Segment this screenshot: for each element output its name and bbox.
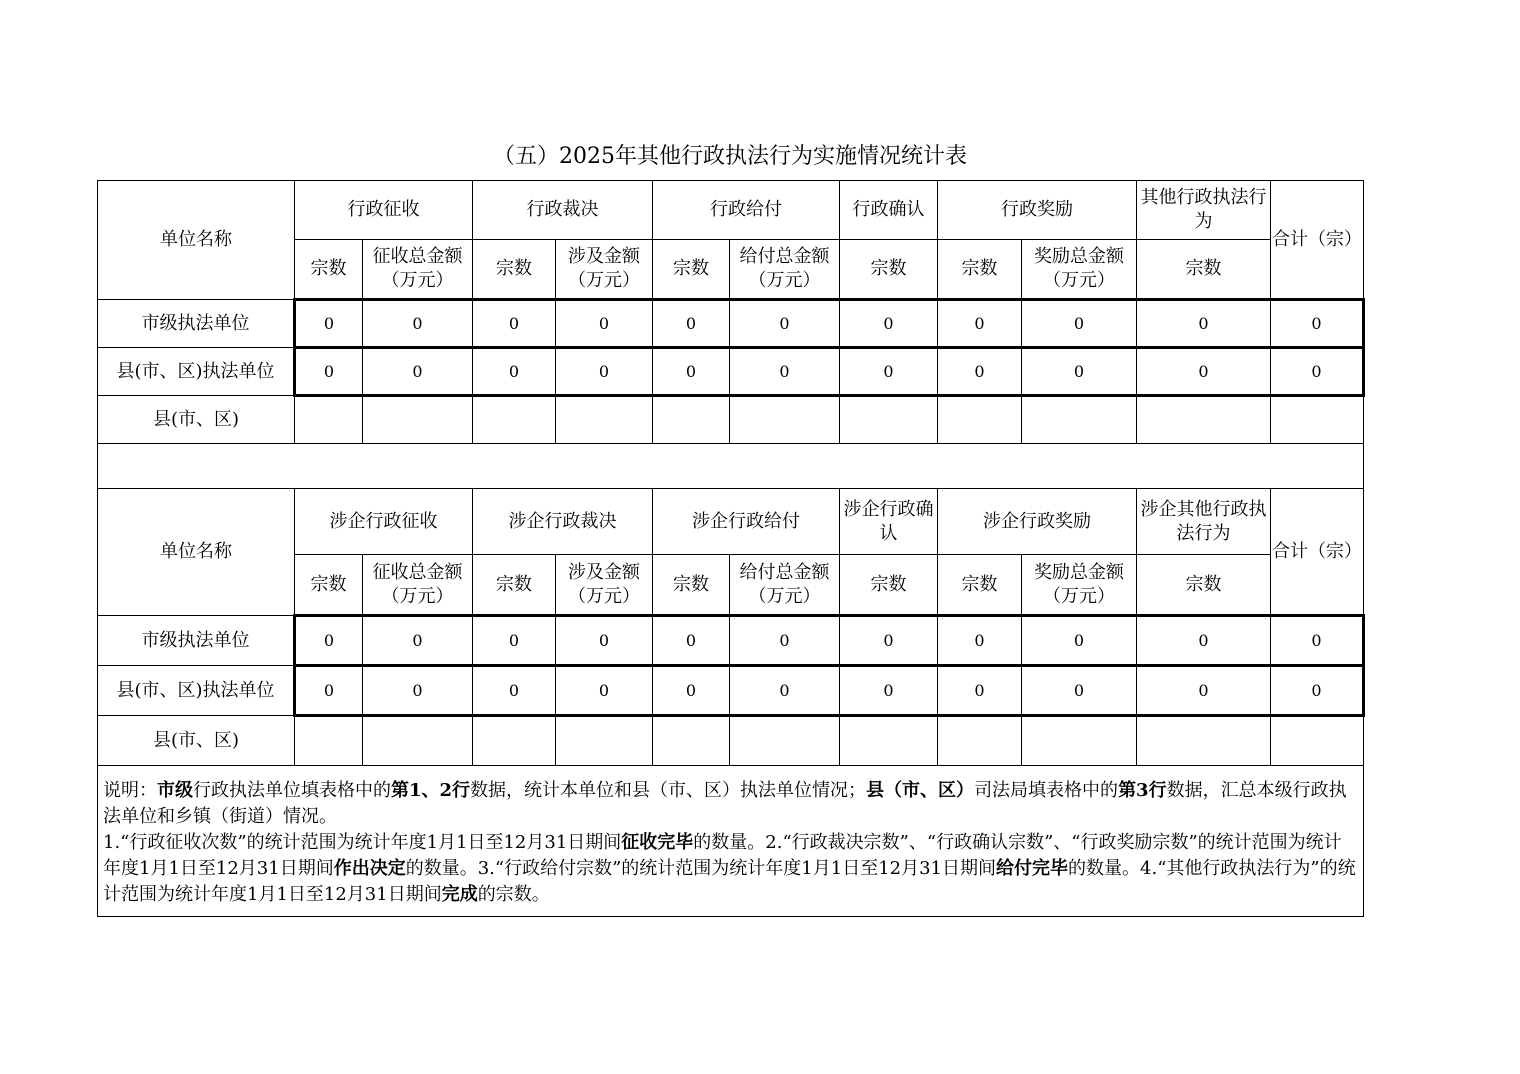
value-cell: [730, 396, 840, 444]
value-cell: 0: [363, 616, 473, 666]
value-cell: 0: [1022, 666, 1137, 716]
notes: [98, 766, 1364, 917]
value-cell: [1137, 716, 1271, 766]
sub-header: 宗数: [840, 240, 938, 300]
value-cell: [363, 396, 473, 444]
value-cell: 0: [556, 666, 653, 716]
value-cell: [938, 716, 1022, 766]
value-cell: 0: [556, 616, 653, 666]
sub-header: 宗数: [840, 555, 938, 616]
sub-header: 宗数: [295, 240, 363, 300]
value-cell: 0: [556, 300, 653, 348]
value-cell: [1022, 396, 1137, 444]
value-cell: [556, 396, 653, 444]
value-cell: 0: [730, 348, 840, 396]
value-cell: 0: [938, 616, 1022, 666]
total-header: 合计（宗）: [1271, 489, 1364, 616]
group-header: 涉企行政征收: [295, 489, 473, 555]
value-cell: 0: [1137, 616, 1271, 666]
spacer-row: [98, 444, 1364, 489]
sub-header: 宗数: [1137, 240, 1271, 300]
group-header: 涉企行政确认: [840, 489, 938, 555]
notes-text: 征收完毕: [621, 832, 694, 853]
value-cell: 0: [1022, 348, 1137, 396]
notes-text: 市级: [157, 780, 193, 801]
value-cell: 0: [653, 300, 730, 348]
value-cell: 0: [473, 348, 556, 396]
sub-header: 涉及金额（万元）: [556, 240, 653, 300]
value-cell: [1271, 396, 1364, 444]
notes-text: 完成: [441, 884, 478, 905]
value-cell: [840, 716, 938, 766]
value-cell: 0: [1137, 300, 1271, 348]
unit-name-header: 单位名称: [98, 181, 295, 300]
notes-text: 的宗数。: [477, 884, 550, 905]
value-cell: [363, 716, 473, 766]
value-cell: [1137, 396, 1271, 444]
notes-text: 数据，汇总本级行政执法单位和乡镇（街道）情况。: [103, 780, 1347, 827]
notes-text: 的数量。4.“其他行政执法行为”的统计范围为统计年度1月1日至12月31日期间: [103, 858, 1356, 905]
group-header: 涉企行政给付: [653, 489, 840, 555]
table-row: [98, 716, 1364, 766]
value-cell: 0: [938, 300, 1022, 348]
notes-text: 行政执法单位填表格中的: [193, 780, 391, 801]
table-row: [98, 666, 1364, 716]
value-cell: 0: [840, 616, 938, 666]
notes-text: 给付完毕: [996, 858, 1069, 879]
value-cell: [653, 716, 730, 766]
sub-header: 宗数: [473, 555, 556, 616]
sub-header: 给付总金额（万元）: [730, 240, 840, 300]
value-cell: 0: [1022, 300, 1137, 348]
value-cell: 0: [730, 300, 840, 348]
sub-header: 宗数: [938, 555, 1022, 616]
row-label: 县(市、区)执法单位: [98, 666, 295, 716]
value-cell: 0: [363, 348, 473, 396]
sub-header: 征收总金额（万元）: [363, 555, 473, 616]
sub-header: 征收总金额（万元）: [363, 240, 473, 300]
notes-text: 的数量。3.“行政给付宗数”的统计范围为统计年度1月1日至12月31日期间: [405, 858, 997, 879]
value-cell: [295, 716, 363, 766]
group-header: 行政裁决: [473, 181, 653, 240]
group-header: 行政征收: [295, 181, 473, 240]
notes-text: 的数量。2.“行政裁决宗数”、“行政确认宗数”、“行政奖励宗数”的统计范围为统计年度1月1日至12月31日期间: [103, 832, 1342, 879]
total-header: 合计（宗）: [1271, 181, 1364, 300]
value-cell: 0: [295, 666, 363, 716]
notes-text: 县（市、区）: [866, 780, 975, 801]
sub-header: 宗数: [473, 240, 556, 300]
value-cell: [295, 396, 363, 444]
value-cell: 0: [1137, 666, 1271, 716]
value-cell: 0: [653, 616, 730, 666]
sub-header: 涉及金额（万元）: [556, 555, 653, 616]
row-label: 市级执法单位: [98, 300, 295, 348]
notes-text: 作出决定: [333, 858, 406, 879]
value-cell: 0: [1271, 666, 1364, 716]
row-label: 县(市、区): [98, 716, 295, 766]
table-row: [98, 300, 1364, 348]
value-cell: 0: [840, 666, 938, 716]
value-cell: 0: [295, 616, 363, 666]
value-cell: 0: [1271, 616, 1364, 666]
sub-header: 宗数: [1137, 555, 1271, 616]
sub-header: 宗数: [295, 555, 363, 616]
value-cell: [556, 716, 653, 766]
value-cell: [473, 396, 556, 444]
sub-header: 宗数: [653, 240, 730, 300]
value-cell: [938, 396, 1022, 444]
notes-paragraph: [103, 830, 1359, 908]
table-row: [98, 396, 1364, 444]
unit-name-header: 单位名称: [98, 489, 295, 616]
sub-header: 奖励总金额（万元）: [1022, 240, 1137, 300]
notes-text: 第1、2行: [391, 780, 471, 801]
group-header: 涉企行政裁决: [473, 489, 653, 555]
value-cell: 0: [556, 348, 653, 396]
group-header: 行政确认: [840, 181, 938, 240]
row-label: 市级执法单位: [98, 616, 295, 666]
value-cell: [1271, 716, 1364, 766]
value-cell: 0: [473, 616, 556, 666]
value-cell: 0: [1022, 616, 1137, 666]
value-cell: [840, 396, 938, 444]
group-header: 行政奖励: [938, 181, 1137, 240]
sub-header: 宗数: [653, 555, 730, 616]
value-cell: 0: [730, 666, 840, 716]
sub-header: 给付总金额（万元）: [730, 555, 840, 616]
group-header: 涉企行政奖励: [938, 489, 1137, 555]
value-cell: 0: [473, 666, 556, 716]
row-label: 县(市、区)执法单位: [98, 348, 295, 396]
value-cell: 0: [1137, 348, 1271, 396]
table-body: [98, 181, 1364, 917]
value-cell: 0: [1271, 300, 1364, 348]
value-cell: 0: [840, 300, 938, 348]
notes-paragraph: [103, 778, 1359, 830]
notes-text: 第3行: [1118, 780, 1167, 801]
group-header: 行政给付: [653, 181, 840, 240]
notes-text: 1.“行政征收次数”的统计范围为统计年度1月1日至12月31日期间: [103, 832, 622, 853]
value-cell: [1022, 716, 1137, 766]
value-cell: 0: [295, 300, 363, 348]
group-header: 涉企其他行政执法行为: [1137, 489, 1271, 555]
page-title: （五）2025年其他行政执法行为实施情况统计表: [493, 144, 967, 169]
statistics-table: [97, 180, 1365, 917]
sub-header: 宗数: [938, 240, 1022, 300]
row-label: 县(市、区): [98, 396, 295, 444]
group-header: 其他行政执法行为: [1137, 181, 1271, 240]
value-cell: 0: [1271, 348, 1364, 396]
value-cell: 0: [363, 666, 473, 716]
value-cell: [730, 716, 840, 766]
value-cell: 0: [653, 348, 730, 396]
value-cell: 0: [730, 616, 840, 666]
value-cell: 0: [473, 300, 556, 348]
value-cell: 0: [363, 300, 473, 348]
notes-text: 说明：: [103, 780, 157, 801]
value-cell: 0: [938, 666, 1022, 716]
notes-text: 数据，统计本单位和县（市、区）执法单位情况；: [470, 780, 867, 801]
table-row: [98, 616, 1364, 666]
sub-header: 奖励总金额（万元）: [1022, 555, 1137, 616]
value-cell: [653, 396, 730, 444]
value-cell: 0: [295, 348, 363, 396]
value-cell: 0: [840, 348, 938, 396]
value-cell: 0: [938, 348, 1022, 396]
value-cell: [473, 716, 556, 766]
table-row: [98, 348, 1364, 396]
value-cell: 0: [653, 666, 730, 716]
notes-text: 司法局填表格中的: [974, 780, 1119, 801]
